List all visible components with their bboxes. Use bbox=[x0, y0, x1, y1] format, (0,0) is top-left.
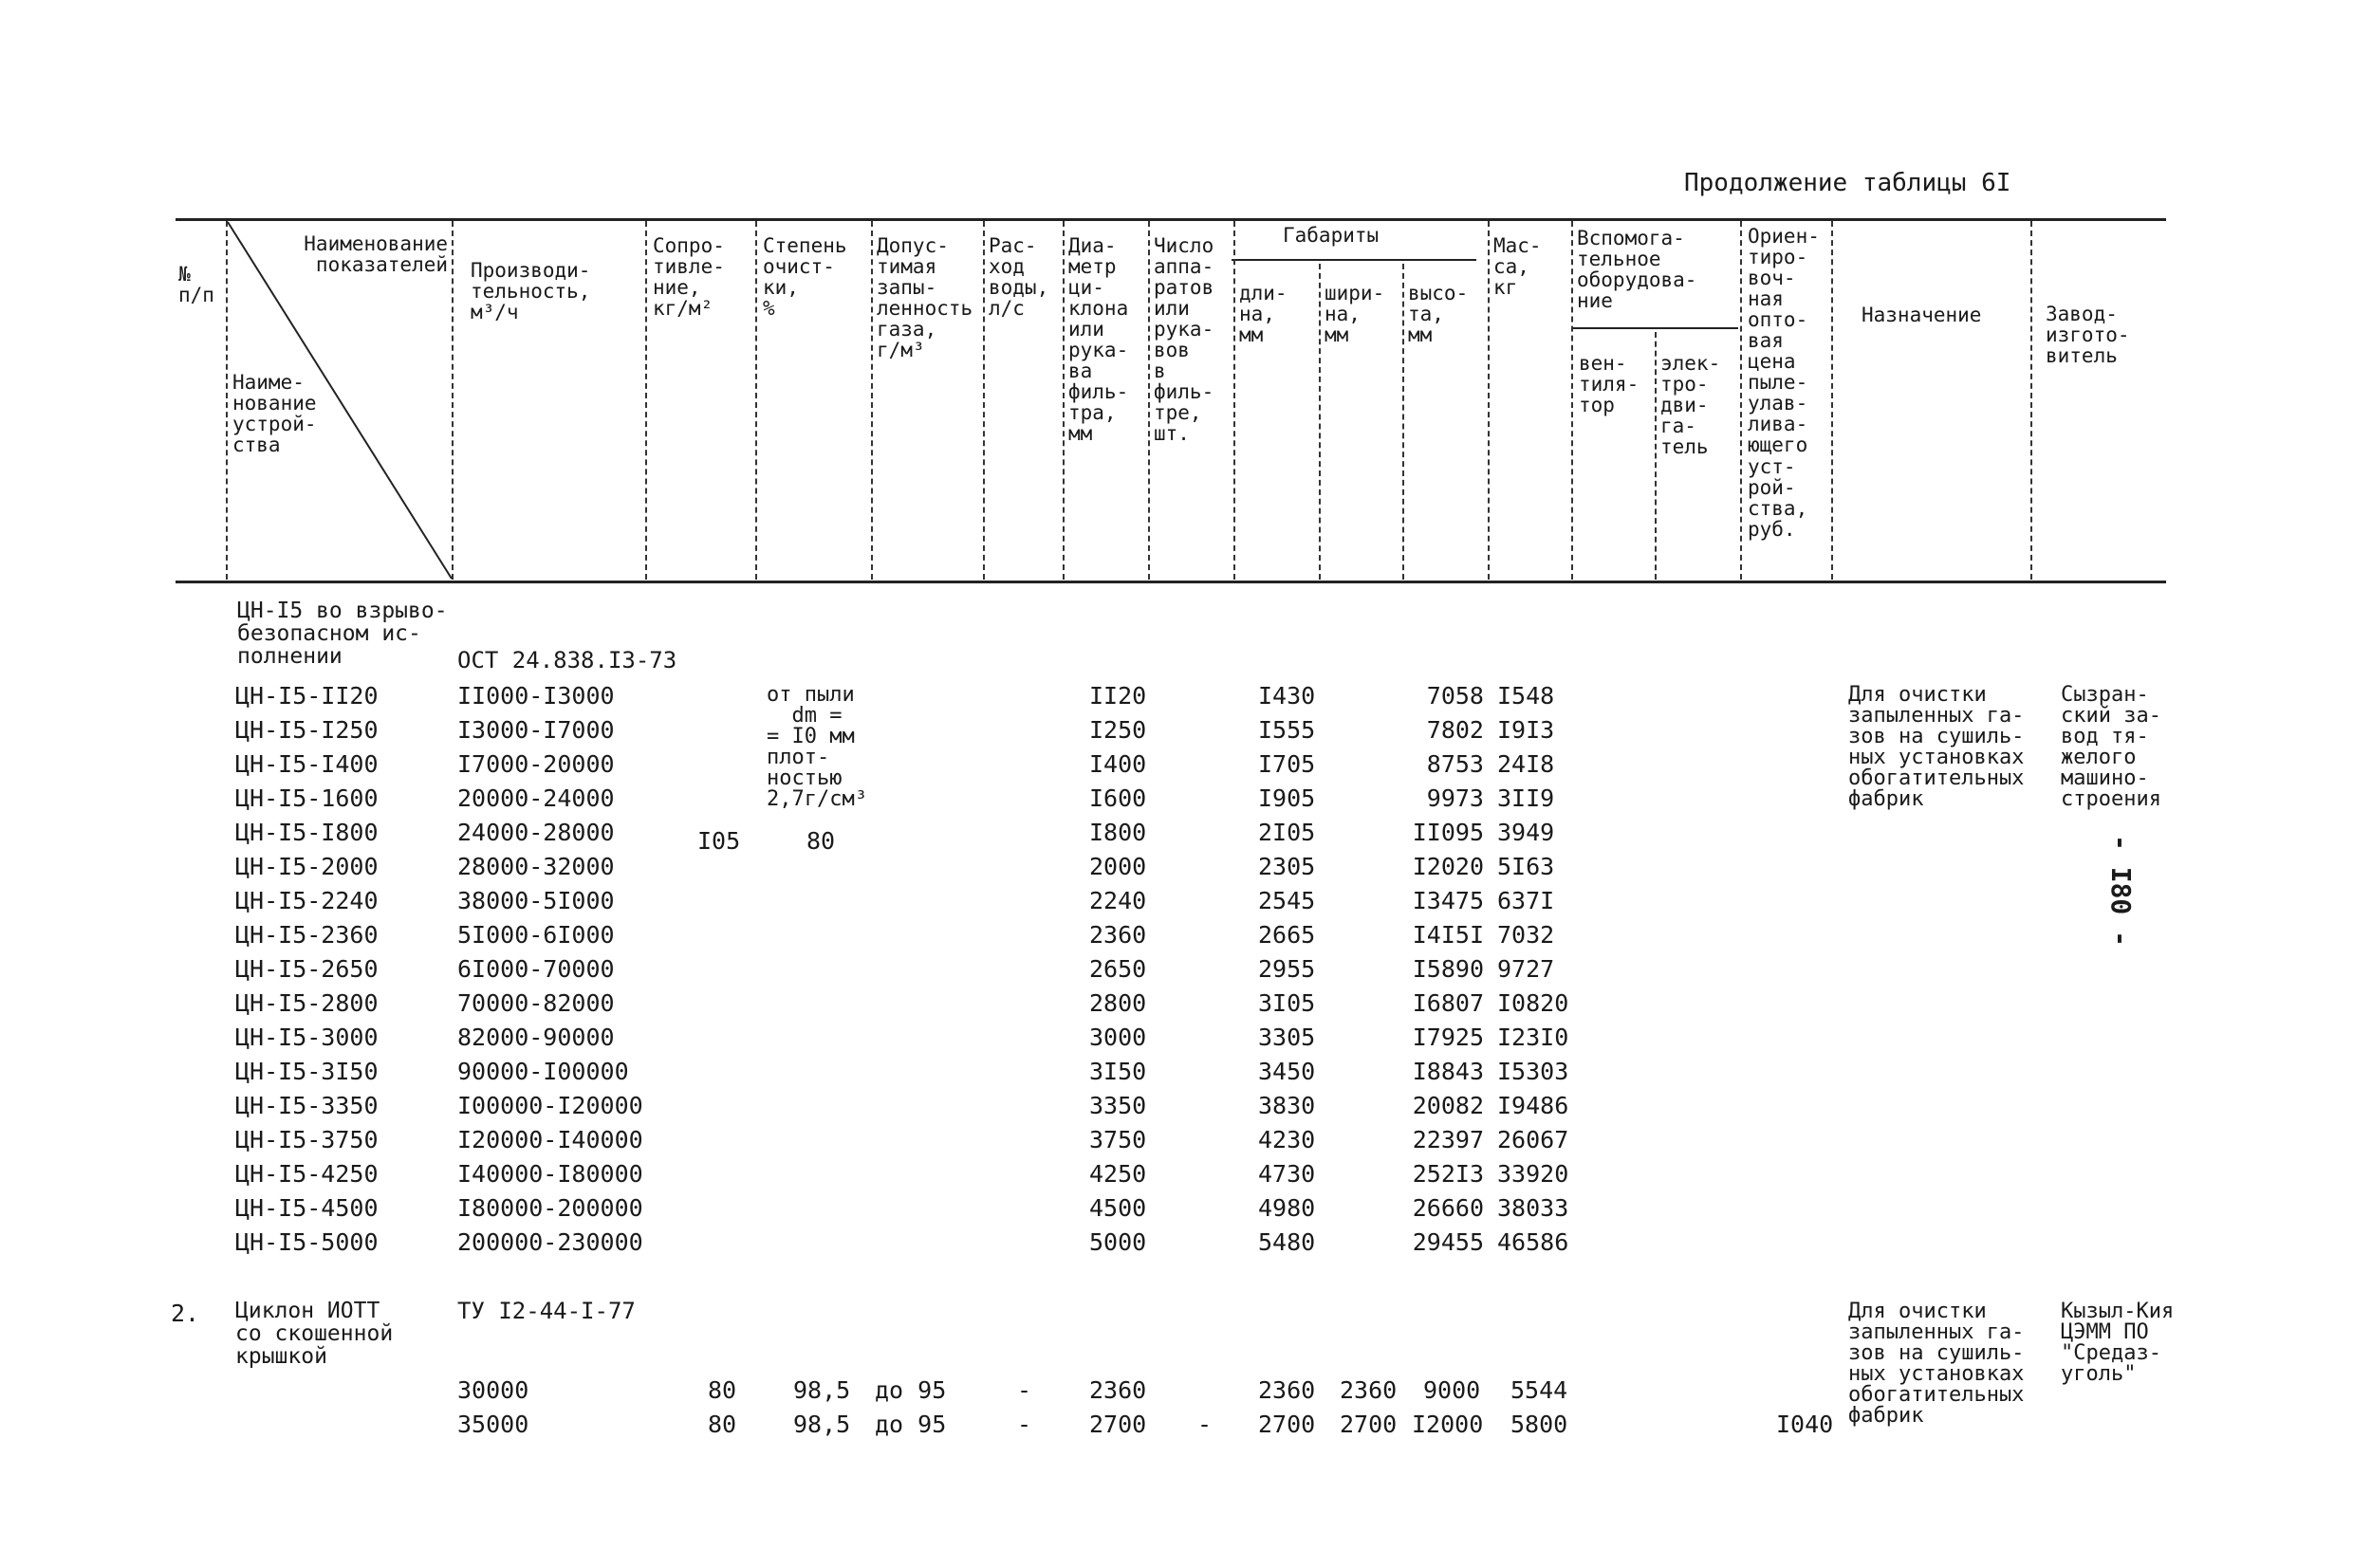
length-value: 3305 bbox=[1258, 1024, 1316, 1051]
diameter-value: I800 bbox=[1089, 819, 1147, 846]
diameter-value: 4500 bbox=[1089, 1194, 1147, 1222]
height-value: 20082 bbox=[1412, 1092, 1484, 1119]
mass-value: 5I63 bbox=[1497, 853, 1555, 880]
col-indicators-header: Наименование показателей bbox=[304, 232, 448, 277]
mass-value: 24I8 bbox=[1497, 750, 1555, 778]
device-name: ЦН-I5-2360 bbox=[235, 921, 379, 949]
length-value: 2360 bbox=[1258, 1376, 1316, 1404]
device-name: ЦН-I5-2800 bbox=[235, 989, 379, 1017]
productivity-value: I3000-I7000 bbox=[457, 716, 615, 744]
section2-title: Циклон ИОТТ со скошенной крышкой bbox=[235, 1299, 394, 1370]
productivity-value: 90000-I00000 bbox=[457, 1058, 629, 1085]
price-value: I040 bbox=[1776, 1411, 1834, 1438]
mass-value: 5544 bbox=[1510, 1376, 1568, 1404]
diameter-value: 2360 bbox=[1089, 1376, 1147, 1404]
mass-value: 3II9 bbox=[1497, 784, 1555, 812]
diameter-value: I600 bbox=[1089, 784, 1147, 812]
diameter-value: II20 bbox=[1089, 682, 1147, 710]
productivity-value: I80000-200000 bbox=[457, 1194, 643, 1222]
height-value: 252I3 bbox=[1412, 1160, 1484, 1188]
section2-maker: Кызыл-Кия ЦЭММ ПО "Средаз- уголь" bbox=[2061, 1300, 2175, 1386]
height-value: I5890 bbox=[1412, 955, 1484, 983]
productivity-value: 35000 bbox=[457, 1411, 529, 1438]
col-height-header: высо- та, мм bbox=[1408, 282, 1469, 347]
col-diameter-header: Диа- метр ци- клона или рука- ва филь- тра, мм bbox=[1068, 234, 1129, 446]
col-purpose-header: Назначение bbox=[1862, 304, 1982, 326]
col-resistance-header: Сопро- тивле- ние, кг/м² bbox=[653, 234, 725, 321]
device-name: ЦН-I5-3000 bbox=[235, 1024, 379, 1051]
col-sep bbox=[1063, 221, 1065, 580]
productivity-value: 70000-82000 bbox=[457, 989, 615, 1017]
productivity-value: 5I000-6I000 bbox=[457, 921, 615, 949]
dust-value: до 95 bbox=[875, 1411, 947, 1438]
device-name: ЦН-I5-3I50 bbox=[235, 1058, 379, 1085]
mass-value: 5800 bbox=[1510, 1411, 1568, 1438]
length-value: 3I05 bbox=[1258, 989, 1316, 1017]
col-sep bbox=[1233, 221, 1235, 580]
height-value: I3475 bbox=[1412, 887, 1484, 914]
height-value: 9973 bbox=[1426, 784, 1484, 812]
col-length-header: дли- на, мм bbox=[1239, 282, 1288, 347]
length-value: I555 bbox=[1258, 716, 1316, 744]
col-count-header: Число аппа- ратов или рука- вов в филь- тре, шт. bbox=[1154, 234, 1214, 446]
productivity-value: 28000-32000 bbox=[457, 853, 615, 880]
col-maker-header: Завод- изгото- витель bbox=[2046, 303, 2130, 368]
device-name: ЦН-I5-3350 bbox=[235, 1092, 379, 1119]
device-name: ЦН-I5-II20 bbox=[235, 682, 379, 710]
productivity-value: 200000-230000 bbox=[457, 1228, 643, 1256]
device-name: ЦН-I5-I400 bbox=[235, 750, 379, 778]
diameter-value: 2360 bbox=[1089, 921, 1147, 949]
length-value: 3450 bbox=[1258, 1058, 1316, 1085]
productivity-value: 24000-28000 bbox=[457, 819, 615, 846]
height-value: 29455 bbox=[1412, 1228, 1484, 1256]
col-sep bbox=[755, 221, 757, 580]
productivity-value: 82000-90000 bbox=[457, 1024, 615, 1051]
header-bottom-border bbox=[176, 581, 2166, 583]
section1-diameter-list bbox=[1089, 679, 1146, 1260]
productivity-value: 30000 bbox=[457, 1376, 529, 1404]
col-sep bbox=[1740, 221, 1742, 580]
mass-value: I9486 bbox=[1497, 1092, 1569, 1119]
diameter-value: 2700 bbox=[1089, 1411, 1147, 1438]
col-sep bbox=[1402, 264, 1404, 580]
col-dust-header: Допус- тимая запы- ленность газа, г/м³ bbox=[877, 234, 973, 362]
productivity-value: I20000-I40000 bbox=[457, 1126, 643, 1153]
mass-value: I23I0 bbox=[1497, 1024, 1569, 1051]
col-mass-header: Мас- са, кг bbox=[1493, 234, 1542, 300]
width-value: 2700 bbox=[1340, 1411, 1398, 1438]
degree-value: 98,5 bbox=[793, 1376, 851, 1404]
col-fan-header: вен- тиля- тор bbox=[1579, 352, 1640, 417]
length-value: 3830 bbox=[1258, 1092, 1316, 1119]
col-productivity-header: Производи- тельность, м³/ч bbox=[471, 259, 591, 324]
height-value: 7802 bbox=[1426, 716, 1484, 744]
col-sep bbox=[983, 221, 985, 580]
degree-value: 98,5 bbox=[793, 1411, 851, 1438]
diameter-value: 3350 bbox=[1089, 1092, 1147, 1119]
productivity-value: I40000-I80000 bbox=[457, 1160, 643, 1188]
productivity-value: I7000-20000 bbox=[457, 750, 615, 778]
device-name: ЦН-I5-5000 bbox=[235, 1228, 379, 1256]
section1-productivity-list bbox=[457, 679, 643, 1260]
length-value: 4980 bbox=[1258, 1194, 1316, 1222]
section1-degree: 80 bbox=[806, 827, 836, 855]
mass-value: I5303 bbox=[1497, 1058, 1569, 1085]
device-name: ЦН-I5-I250 bbox=[235, 716, 379, 744]
col-device-header: Наиме- нование устрой- ства bbox=[232, 371, 317, 457]
diameter-value: 4250 bbox=[1089, 1160, 1147, 1188]
device-name: ЦН-I5-4250 bbox=[235, 1160, 379, 1188]
length-value: 2305 bbox=[1258, 853, 1316, 880]
height-value: I2020 bbox=[1412, 853, 1484, 880]
section2-purpose: Для очистки запыленных га- зов на сушиль- ных установках обогатительных фабрик bbox=[1848, 1300, 2025, 1428]
length-value: I905 bbox=[1258, 784, 1316, 812]
continuation-label: Продолжение таблицы 6I bbox=[1684, 169, 2011, 197]
height-value: I4I5I bbox=[1412, 921, 1484, 949]
section1-mass-list bbox=[1497, 679, 1568, 1260]
height-value: II095 bbox=[1412, 819, 1484, 846]
col-price-header: Ориен- тиро- воч- ная опто- вая цена пыле- улав- лива- ющего уст- рой- ства, руб. bbox=[1748, 225, 1820, 541]
mass-value: 9727 bbox=[1497, 955, 1555, 983]
device-name: ЦН-I5-I800 bbox=[235, 819, 379, 846]
section1-maker: Сызран- ский за- вод тя- желого машино- строения bbox=[2061, 683, 2161, 811]
height-value: I8843 bbox=[1412, 1058, 1484, 1085]
length-value: 2665 bbox=[1258, 921, 1316, 949]
length-value: I705 bbox=[1258, 750, 1316, 778]
productivity-value: I00000-I20000 bbox=[457, 1092, 643, 1119]
col-dimensions-header: Габариты bbox=[1283, 224, 1380, 247]
mass-value: 46586 bbox=[1497, 1228, 1569, 1256]
col-water-header: Рас- ход воды, л/с bbox=[989, 234, 1049, 321]
productivity-value: II000-I3000 bbox=[457, 682, 615, 710]
page-number: - I80 - bbox=[2105, 835, 2137, 948]
width-value: 2360 bbox=[1340, 1376, 1398, 1404]
col-sep bbox=[1148, 221, 1150, 580]
section1-resistance: I05 bbox=[697, 827, 741, 855]
col-sep bbox=[1319, 264, 1321, 580]
col-motor-header: элек- тро- дви- га- тель bbox=[1660, 352, 1721, 459]
device-name: ЦН-I5-2650 bbox=[235, 955, 379, 983]
length-value: I430 bbox=[1258, 682, 1316, 710]
table-top-border bbox=[176, 218, 2166, 221]
productivity-value: 38000-5I000 bbox=[457, 887, 615, 914]
col-sep bbox=[871, 221, 873, 580]
length-value: 2545 bbox=[1258, 887, 1316, 914]
col-sep bbox=[1571, 221, 1573, 580]
mass-value: 637I bbox=[1497, 887, 1555, 914]
water-value: - bbox=[1017, 1411, 1032, 1438]
diameter-value: 2000 bbox=[1089, 853, 1147, 880]
height-value: 8753 bbox=[1426, 750, 1484, 778]
mass-value: I548 bbox=[1497, 682, 1555, 710]
productivity-value: 6I000-70000 bbox=[457, 955, 615, 983]
height-value: I2000 bbox=[1412, 1411, 1484, 1438]
height-value: I6807 bbox=[1412, 989, 1484, 1017]
diameter-value: 3750 bbox=[1089, 1126, 1147, 1153]
length-value: 2700 bbox=[1258, 1411, 1316, 1438]
height-value: 7058 bbox=[1426, 682, 1484, 710]
diameter-value: 2240 bbox=[1089, 887, 1147, 914]
col-width-header: шири- на, мм bbox=[1325, 282, 1385, 347]
col-sep bbox=[1488, 221, 1490, 580]
height-value: 22397 bbox=[1412, 1126, 1484, 1153]
section1-purpose: Для очистки запыленных га- зов на сушиль- ных установках обогатительных фабрик bbox=[1848, 683, 2025, 811]
dims-divider bbox=[1232, 259, 1476, 261]
diameter-value: 3I50 bbox=[1089, 1058, 1147, 1085]
col-num-header: № п/п bbox=[178, 263, 214, 307]
section1-height-list bbox=[1395, 679, 1484, 1260]
length-value: 4230 bbox=[1258, 1126, 1316, 1153]
col-sep bbox=[645, 221, 647, 580]
mass-value: 7032 bbox=[1497, 921, 1555, 949]
diameter-value: 5000 bbox=[1089, 1228, 1147, 1256]
device-name: ЦН-I5-4500 bbox=[235, 1194, 379, 1222]
col-sep bbox=[2030, 221, 2032, 580]
diameter-value: 2650 bbox=[1089, 955, 1147, 983]
col-sep bbox=[1831, 221, 1833, 580]
section1-standard: ОСТ 24.838.I3-73 bbox=[457, 647, 677, 673]
diameter-value: I250 bbox=[1089, 716, 1147, 744]
length-value: 4730 bbox=[1258, 1160, 1316, 1188]
section1-dust-note: от пыли dm = = I0 мм плот- ностью 2,7г/см³ bbox=[767, 683, 867, 811]
section1-name-list bbox=[235, 679, 379, 1260]
resistance-value: 80 bbox=[708, 1411, 737, 1438]
height-value: 9000 bbox=[1423, 1376, 1481, 1404]
length-value: 2I05 bbox=[1258, 819, 1316, 846]
length-value: 5480 bbox=[1258, 1228, 1316, 1256]
dust-value: до 95 bbox=[875, 1376, 947, 1404]
height-value: 26660 bbox=[1412, 1194, 1484, 1222]
mass-value: 33920 bbox=[1497, 1160, 1569, 1188]
device-name: ЦН-I5-2240 bbox=[235, 887, 379, 914]
device-name: ЦН-I5-3750 bbox=[235, 1126, 379, 1153]
mass-value: 3949 bbox=[1497, 819, 1555, 846]
col-sep bbox=[1655, 332, 1657, 580]
section2-standard: ТУ I2-44-I-77 bbox=[457, 1298, 636, 1324]
section1-length-list bbox=[1258, 679, 1315, 1260]
diameter-value: 2800 bbox=[1089, 989, 1147, 1017]
section2-number: 2. bbox=[171, 1300, 200, 1327]
mass-value: I9I3 bbox=[1497, 716, 1555, 744]
count-value: - bbox=[1197, 1411, 1213, 1438]
device-name: ЦН-I5-1600 bbox=[235, 784, 379, 812]
diameter-value: 3000 bbox=[1089, 1024, 1147, 1051]
productivity-value: 20000-24000 bbox=[457, 784, 615, 812]
aux-divider bbox=[1573, 327, 1738, 329]
section1-title: ЦН-I5 во взрыво- безопасном ис- полнении bbox=[237, 599, 448, 670]
water-value: - bbox=[1017, 1376, 1032, 1404]
resistance-value: 80 bbox=[708, 1376, 737, 1404]
mass-value: 38033 bbox=[1497, 1194, 1569, 1222]
length-value: 2955 bbox=[1258, 955, 1316, 983]
diameter-value: I400 bbox=[1089, 750, 1147, 778]
height-value: I7925 bbox=[1412, 1024, 1484, 1051]
device-name: ЦН-I5-2000 bbox=[235, 853, 379, 880]
mass-value: 26067 bbox=[1497, 1126, 1569, 1153]
col-aux-header: Вспомога- тельное оборудова- ние bbox=[1577, 227, 1697, 313]
mass-value: I0820 bbox=[1497, 989, 1569, 1017]
col-degree-header: Степень очист- ки, % bbox=[763, 234, 847, 321]
